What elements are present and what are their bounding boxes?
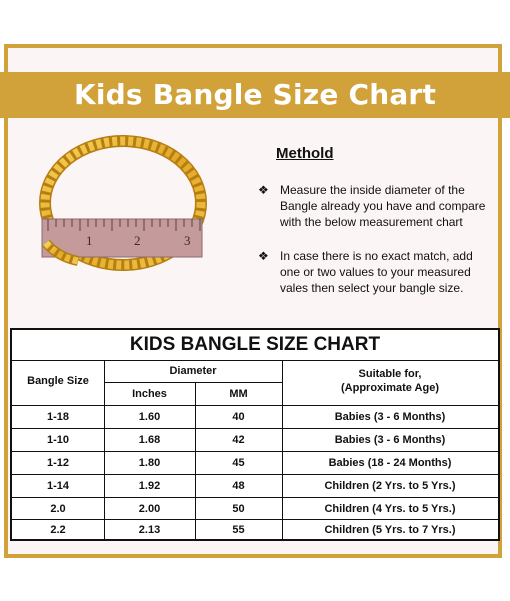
header-suitable: Suitable for, [358,368,422,380]
header-suitable-sub: (Approximate Age) [341,382,439,394]
cell-mm: 40 [232,411,245,423]
cell-size: 1-12 [46,457,70,469]
cell-mm: 42 [232,434,245,446]
grid-line [104,382,282,383]
cell-inches: 2.00 [138,503,161,515]
cell-inches: 1.60 [138,411,161,423]
cell-size: 1-18 [46,411,70,423]
bangle-ruler-photo [38,135,208,275]
method-heading: Methold [276,145,334,162]
method-bullet-text: In case there is no exact match, add one or two values to your measured vales then select your bangle size. [280,249,473,295]
ruler-mark-1: 1 [86,233,93,248]
diamond-bullet-icon: ❖ [258,183,269,197]
cell-age: Children (4 Yrs. to 5 Yrs.) [324,503,456,515]
header-mm: MM [229,388,248,400]
cell-size: 1-10 [46,434,70,446]
cell-age: Babies (3 - 6 Months) [334,434,446,446]
cell-size: 1-14 [46,480,70,492]
size-chart-title: KIDS BANGLE SIZE CHART [12,330,498,361]
diamond-bullet-icon: ❖ [258,249,269,263]
cell-age: Children (2 Yrs. to 5 Yrs.) [324,480,456,492]
cell-age: Children (5 Yrs. to 7 Yrs.) [324,524,456,536]
cell-age: Babies (18 - 24 Months) [328,457,452,469]
cell-inches: 2.13 [138,524,161,536]
cell-mm: 55 [232,524,245,536]
page-title: Kids Bangle Size Chart [73,78,437,111]
ruler-mark-2: 2 [134,233,141,248]
cell-mm: 50 [232,503,245,515]
cell-size: 2.2 [50,524,66,536]
cell-inches: 1.80 [138,457,161,469]
cell-inches: 1.68 [138,434,161,446]
cell-mm: 48 [232,480,245,492]
cell-inches: 1.92 [138,480,161,492]
method-bullet-text: Measure the inside diameter of the Bangle already you have and compare with the below measurement chart [280,183,486,229]
cell-size: 2.0 [50,503,66,515]
header-inches: Inches [132,388,167,400]
size-chart-table [10,328,500,541]
header-bangle-size: Bangle Size [27,375,89,387]
header-diameter: Diameter [169,365,217,377]
cell-mm: 45 [232,457,245,469]
ruler-mark-3: 3 [184,233,191,248]
cell-age: Babies (3 - 6 Months) [334,411,446,423]
